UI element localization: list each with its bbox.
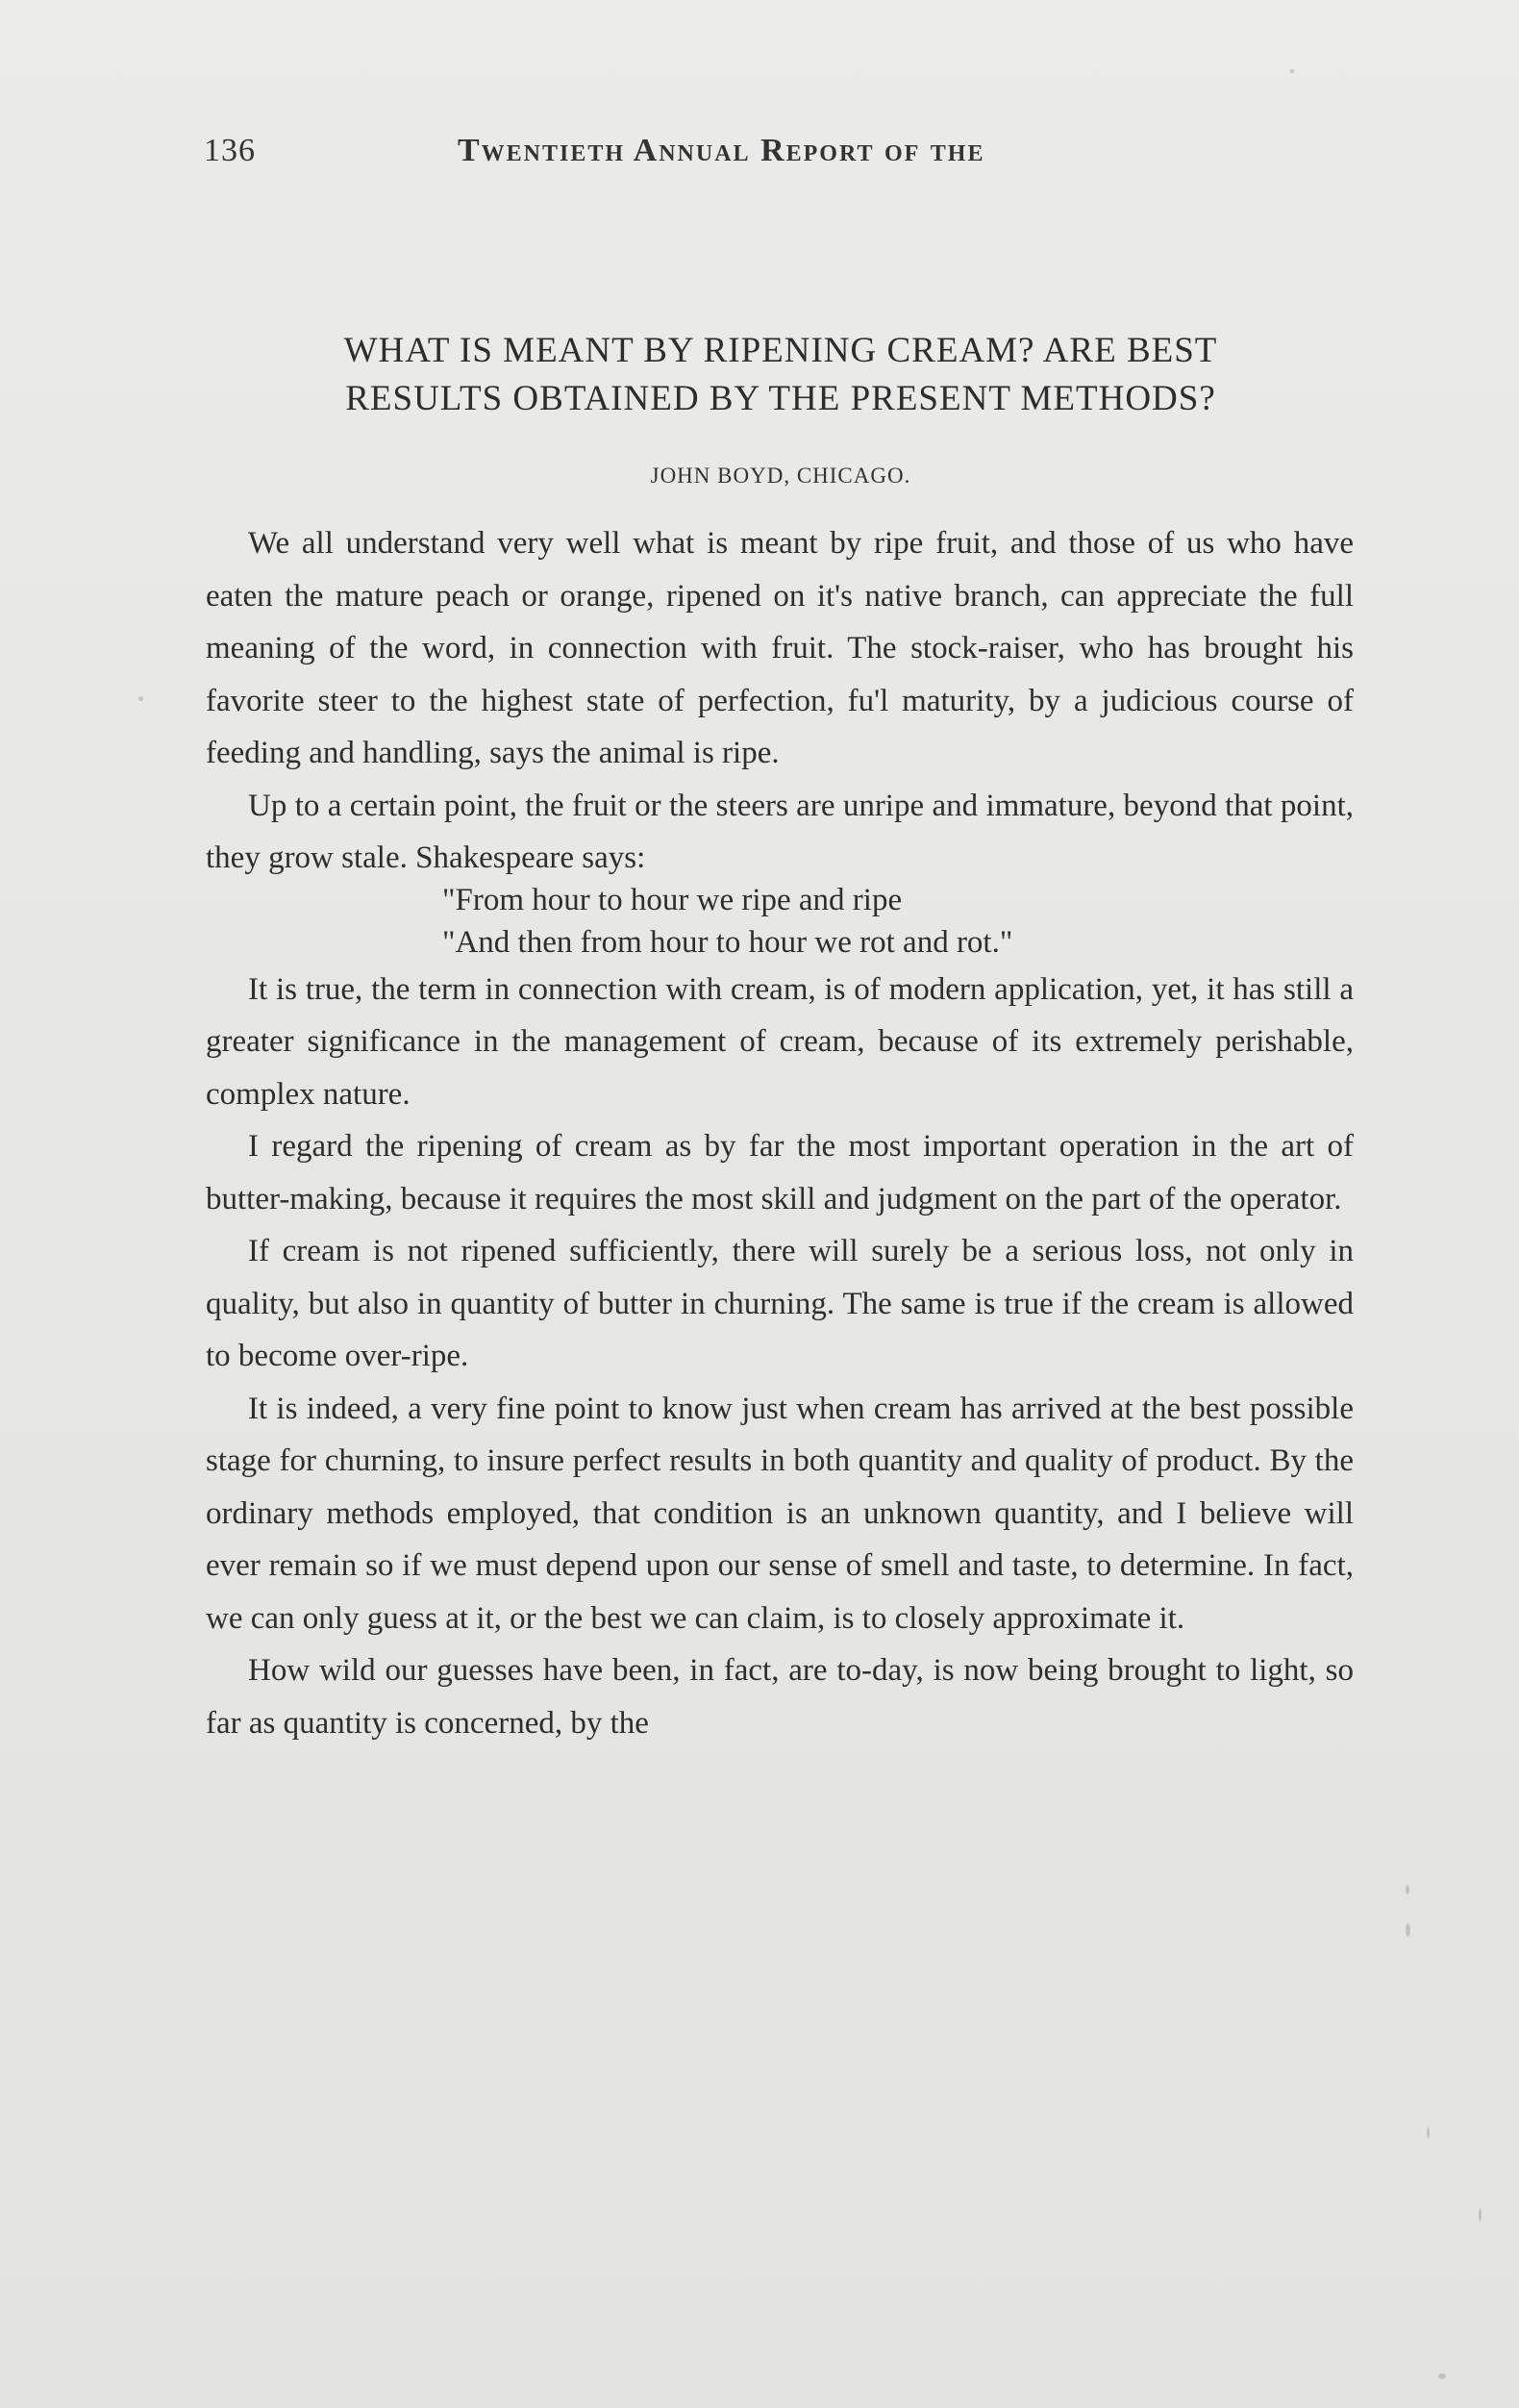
article-title-line-2: RESULTS OBTAINED BY THE PRESENT METHODS? bbox=[345, 379, 1216, 418]
paper-speck bbox=[1406, 1885, 1409, 1894]
paper-speck bbox=[1290, 69, 1294, 73]
paper-speck bbox=[1479, 2208, 1482, 2221]
paragraph-2: Up to a certain point, the fruit or the steers are unripe and immature, beyond that point, they grow stale. Shakespeare says: bbox=[206, 788, 1354, 875]
paper-speck bbox=[1427, 2127, 1430, 2139]
paragraph-1: We all understand very well what is meant by ripe fruit, and those of us who have eaten the mature peach or orange, ripened on it's native branch, can appreciate the full meaning of the word, in connection with fruit. The stock-raiser, who has brought his favorite steer to the highest state of perfection, fu'l maturity, by a judicious course of feeding and handling, says the animal is ripe. bbox=[206, 526, 1354, 770]
running-head-title: Twentieth Annual Report of the bbox=[458, 133, 985, 168]
article-body bbox=[206, 517, 1354, 1749]
paragraph-3: It is true, the term in connection with cream, is of modern application, yet, it has still a greater significance in the management of cream, because of its extremely perishable, complex nature. bbox=[206, 971, 1354, 1112]
page-number: 136 bbox=[204, 133, 256, 168]
paragraph-7: How wild our guesses have been, in fact, are to-day, is now being brought to light, so far as quantity is concerned, by the bbox=[206, 1653, 1354, 1741]
paragraph-6: It is indeed, a very fine point to know just when cream has arrived at the best possible stage for churning, to insure perfect results in both quantity and quality of product. By the ordinary methods employed, that condition is an unknown quantity, and I believe will ever remain so if we must depend upon our sense of smell and taste, to determine. In fact, we can only guess at it, or the best we can claim, is to closely approximate it. bbox=[206, 1391, 1354, 1636]
paper-speck bbox=[138, 696, 143, 701]
running-head bbox=[204, 133, 1357, 181]
quote-line-1: "From hour to hour we ripe and ripe bbox=[442, 882, 903, 917]
paper-speck bbox=[1438, 2373, 1446, 2379]
paragraph-4: I regard the ripening of cream as by far the most important operation in the art of butter-making, because it requires the most skill and judgment on the part of the operator. bbox=[206, 1129, 1354, 1217]
paragraph-5: If cream is not ripened sufficiently, there will surely be a serious loss, not only in quality, but also in quantity of butter in churning. The same is true if the cream is allowed to become over-ripe. bbox=[206, 1234, 1354, 1373]
quote-line-2: "And then from hour to hour we rot and rot." bbox=[442, 924, 1013, 960]
author-byline: JOHN BOYD, CHICAGO. bbox=[650, 464, 911, 488]
paper-speck bbox=[1406, 1923, 1410, 1937]
article-title-line-1: WHAT IS MEANT BY RIPENING CREAM? ARE BEST bbox=[343, 331, 1218, 370]
article-title bbox=[204, 327, 1357, 423]
shakespeare-quote bbox=[206, 879, 1354, 964]
